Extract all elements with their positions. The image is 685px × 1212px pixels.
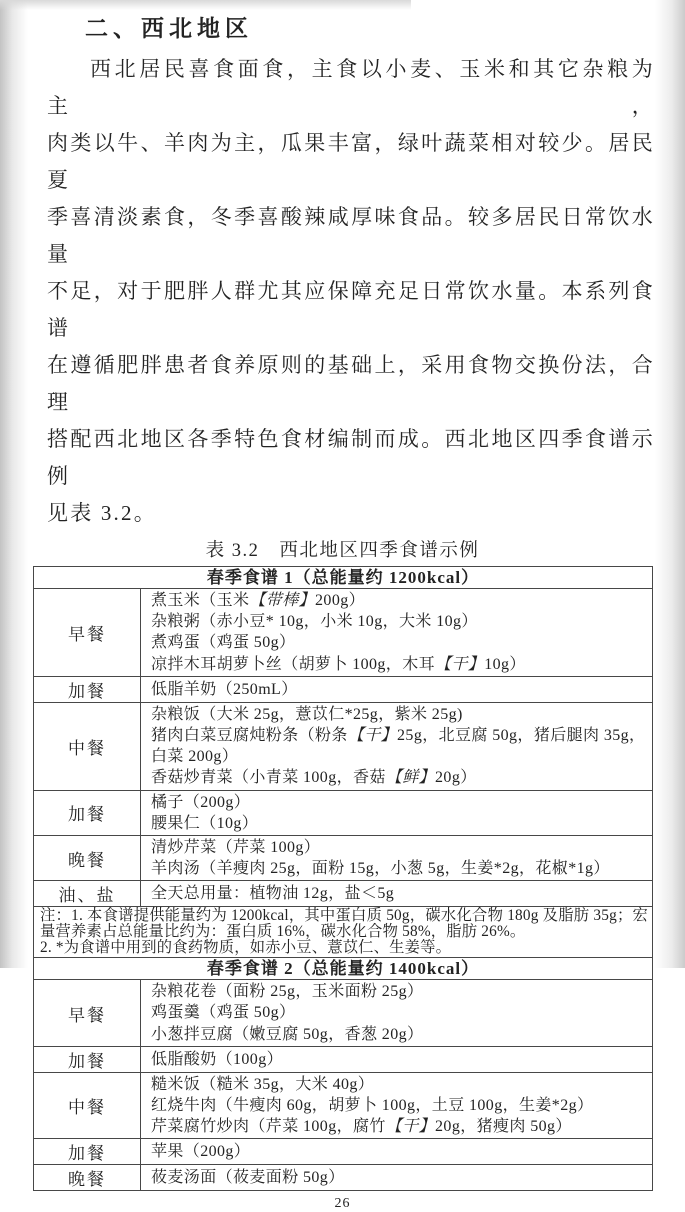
dish-item: 煮玉米（玉米【带棒】200g） (151, 592, 366, 609)
dish-item: 腰果仁（10g） (151, 814, 259, 832)
meal-dishes (141, 676, 653, 702)
dish-item: 杂粮粥（赤小豆* 10g，小米 10g，大米 10g） (151, 613, 478, 631)
meal-row (34, 790, 653, 835)
table-caption: 表 3.2 西北地区四季食谱示例 (205, 541, 480, 561)
meal-dishes (141, 1046, 653, 1072)
meal-row (34, 980, 653, 1047)
meal-row (34, 1139, 653, 1165)
dish-item: 莜麦汤面（莜麦面粉 50g） (151, 1169, 345, 1187)
paragraph-line: 见表 3.2。 (47, 501, 157, 525)
meal-row (34, 676, 653, 702)
dish-item: 苹果（200g） (151, 1143, 251, 1161)
meal-row (34, 1165, 653, 1191)
meal-dishes (141, 589, 653, 677)
paragraph-line: 季喜清淡素食，冬季喜酸辣咸厚味食品。较多居民日常饮水量 (47, 205, 655, 266)
dish-item: 低脂酸奶（100g） (151, 1050, 284, 1068)
dish-item: 清炒芹菜（芹菜 100g） (151, 839, 321, 857)
dish-item: 杂粮饭（大米 25g，薏苡仁*25g，紫米 25g) (151, 705, 463, 723)
meal-label: 早餐 (34, 980, 141, 1047)
meal-row (34, 881, 653, 907)
meal-dishes (141, 980, 653, 1047)
section-heading: 二、西北地区 (85, 16, 253, 41)
dish-item: 羊肉汤（羊瘦肉 25g，面粉 15g，小葱 5g，生姜*2g，花椒*1g） (151, 860, 610, 878)
meal-label: 加餐 (34, 790, 141, 835)
meal-label: 中餐 (34, 1072, 141, 1139)
dish-item: 杂粮花卷（面粉 25g，玉米面粉 25g） (151, 983, 424, 1001)
meal-label: 油、盐 (34, 881, 141, 907)
meal-dishes (141, 1072, 653, 1139)
recipe-header: 春季食谱 1（总能量约 1200kcal） (34, 567, 653, 589)
meal-label: 加餐 (34, 1139, 141, 1165)
meal-dishes (141, 836, 653, 881)
paragraph-line: 搭配西北地区各季特色食材编制而成。西北地区四季食谱示例 (47, 427, 655, 488)
meal-dishes (141, 1139, 653, 1165)
recipe-header-row (34, 958, 653, 980)
meal-row (34, 589, 653, 677)
page-number: 26 (334, 1196, 351, 1212)
dish-item: 糙米饭（糙米 35g，大米 40g） (151, 1075, 375, 1093)
dish-item: 红烧牛肉（牛瘦肉 60g，胡萝卜 100g，土豆 100g，生姜*2g） (151, 1097, 594, 1115)
meal-dishes (141, 702, 653, 790)
dish-item: 香菇炒青菜（小青菜 100g，香菇【鲜】20g） (151, 769, 477, 787)
meal-label: 晚餐 (34, 1165, 141, 1191)
meal-dishes (141, 1165, 653, 1191)
recipe-header-row (34, 567, 653, 589)
dish-item: 全天总用量：植物油 12g，盐＜5g (151, 885, 395, 903)
meal-dishes (141, 881, 653, 907)
paragraph-line: 不足，对于肥胖人群尤其应保障充足日常饮水量。本系列食谱 (47, 279, 655, 340)
dish-item: 猪肉白菜豆腐炖粉条（粉条【干】25g，北豆腐 50g，猪后腿肉 35g，白菜 200g） (151, 727, 646, 766)
dish-item: 鸡蛋羹（鸡蛋 50g） (151, 1004, 296, 1022)
dish-item: 芹菜腐竹炒肉（芹菜 100g，腐竹【干】20g，猪瘦肉 50g） (151, 1118, 572, 1136)
notes-cell (34, 907, 653, 958)
notes-row (34, 907, 653, 958)
note-line: 2. *为食谱中用到的食药物质，如赤小豆、薏苡仁、生姜等。 (40, 938, 452, 956)
paragraph-line: 西北居民喜食面食，主食以小麦、玉米和其它杂粮为主， (47, 57, 655, 118)
meal-label: 晚餐 (34, 836, 141, 881)
body-paragraph (47, 51, 655, 532)
paragraph-line: 肉类以牛、羊肉为主，瓜果丰富，绿叶蔬菜相对较少。居民夏 (47, 131, 655, 192)
meal-dishes (141, 790, 653, 835)
meal-label: 中餐 (34, 702, 141, 790)
note-line: 注：1. 本食谱提供能量约为 1200kcal，其中蛋白质 50g，碳水化合物 180g 及脂肪 35g；宏量营养素占总能量比约为：蛋白质 16%，碳水化合物 58%，脂肪 26%。 (40, 907, 648, 941)
meal-row (34, 1046, 653, 1072)
recipe-table (33, 566, 653, 1191)
paragraph-line: 在遵循肥胖患者食养原则的基础上，采用食物交换份法，合理 (47, 353, 655, 414)
meal-label: 加餐 (34, 676, 141, 702)
meal-row (34, 1072, 653, 1139)
dish-item: 低脂羊奶（250mL） (151, 680, 298, 698)
dish-item: 凉拌木耳胡萝卜丝（胡萝卜 100g，木耳【干】10g） (151, 655, 526, 673)
meal-row (34, 702, 653, 790)
meal-label: 早餐 (34, 589, 141, 677)
recipe-header: 春季食谱 2（总能量约 1400kcal） (34, 958, 653, 980)
dish-item: 橘子（200g） (151, 793, 251, 811)
dish-item: 小葱拌豆腐（嫩豆腐 50g，香葱 20g） (151, 1025, 424, 1043)
meal-label: 加餐 (34, 1046, 141, 1072)
dish-item: 煮鸡蛋（鸡蛋 50g） (151, 634, 296, 652)
meal-row (34, 836, 653, 881)
